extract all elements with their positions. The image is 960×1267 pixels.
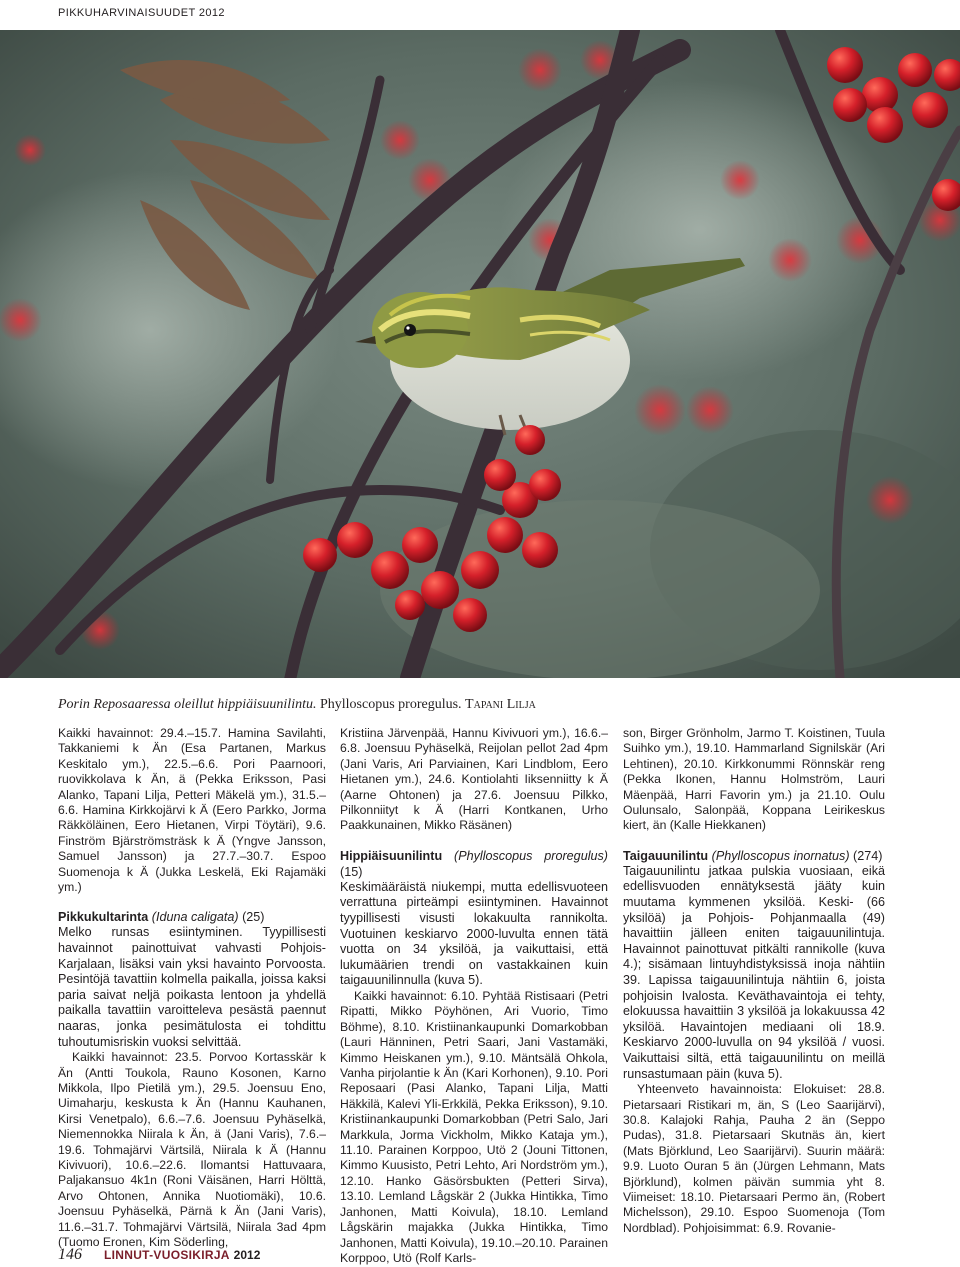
- species-heading: [340, 848, 608, 880]
- species-name: Taigauunilintu: [623, 848, 709, 863]
- page-number: 146: [58, 1246, 82, 1263]
- observations-paragraph: Kaikki havainnot: 6.10. Pyhtää Ristisaari (Petri Ripatti, Mikko Pöyhönen, Ari Vuorio, Timo Böhme), 8.10. Kristiinankaupunki Domarkobban (Lauri Hänninen, Petri Saari, Jani Vastamäki, Kimmo Heiskanen ym.), 9.10. Mäntsälä Ohkola, Vanha pirjolantie k Än (Kari Korhonen), 9.10. Pori Reposaari (Pasi Alanko, Tapani Lilja, Matti Häkkilä, Kalevi Yli-Erkkilä, Pekka Eriksson), 9.10. Kristiinankaupunki Domarkobban (Petri Salo, Jari Markkula, Jorma Vickholm, Mikko Kataja ym.), 11.10. Parainen Korppoo, Utö 2 (Jouni Tittonen, Kimmo Kuusisto, Petri Lehto, Ari Nordström ym.), 12.10. Hanko Gäsörsbukten (Petteri Sirva), 13.10. Lemland Lågskär 2 (Jukka Hintikka, Timo Janhonen, Matti Koivula), 18.10. Lemland Lågskärin majakka (Jukka Hintikka, Timo Janhonen, Matti Koivula), 19.10.–20.10. Parainen Korppoo, Utö (Rolf Karls-: [340, 989, 608, 1265]
- species-scientific-name: (Phylloscopus inornatus): [711, 848, 850, 863]
- text-column-3: [623, 726, 885, 1236]
- species-count: (274): [853, 848, 883, 863]
- page-footer: [58, 1246, 260, 1264]
- species-summary: Taigauunilintu jatkaa pulskia vuosiaan, eikä edellisvuoden ennätyksestä jääty kuin muutama kymmenen yksilöä. Keski- (66 yksilöä) ja Pohjois- Pohjanmaalla (49) havaittiin jälleen eniten taigauunilintuja. Havainnot painottuvat pitkälti rannikolle (kuva 4.); sisämaan lintuyhdistyksissä inoja nähtiin 39. Lapissa taigauunilintuja nähtiin 6, joista pohjoisin Ivalosta. Keväthavaintoja ei tehty, elokuussa havaittiin 3 yksilöä ja lokakuussa 42 yksilöä. Havaintojen mediaani oli 18.9. Keskiarvo 2000-luvulla on 94 yksilöä / vuosi. Vaikuttaisi siltä, että taigauunilintu on meillä runsastumaan päin (kuva 5).: [623, 863, 885, 1081]
- species-summary: Keskimääräistä niukempi, mutta edellisvuoteen verrattuna pirteämpi esiintyminen. Havainnot tyypillisesti visusti lokakuulta rannikolta. Vuotuinen keskiarvo 2000-luvulta ennen tätä vuotta on 34 yksilöä, ja vaikuttaisi, että lukumäärien trendi on vastakkainen kuin taigauunilinnulla (kuva 5).: [340, 879, 608, 988]
- photo-caption: [58, 697, 918, 713]
- observations-paragraph: Yhteenveto havainnoista: Elokuiset: 28.8. Pietarsaari Ristikari m, än, S (Leo Saarijärvi), 30.8. Kalajoki Rahja, Pauha 2 än (Seppo Pudas), 31.8. Pietarsaari Skutnäs än, kiert (Mats Björklund, Leo Saarijärvi). Suurin määrä: 9.9. Luoto Ouran 5 än (Jürgen Lehmann, Mats Björklund), kolmen päivän summia yht 8. Viimeiset: 18.10. Pietarsaari Permo än, (Robert Michelsson), 29.10. Espoo Suomenoja (Tom Nordblad). Pohjoisimmat: 6.9. Rovanie-: [623, 1082, 885, 1235]
- species-heading: [58, 909, 326, 925]
- species-name: Pikkukultarinta: [58, 910, 149, 925]
- observations-paragraph: Kaikki havainnot: 29.4.–15.7. Hamina Savilahti, Takkaniemi k Än (Esa Partanen, Markus Keskitalo ym.), 22.5.–6.6. Pori Paarnoori, ruovikkolava k Än, ä (Pekka Eriksson, Pasi Alanko, Tapani Lilja, Petteri Mäkelä ym.), 31.5.–6.6. Hamina Kirkkojärvi k Ä (Eero Parkko, Jorma Räkköläinen, Eero Hietanen, Virpi Töytäri), 9.6. Finström Bjärströmsträsk k Ä (Yngve Jansson, Samuel Jansson) ja 27.7.–30.7. Espoo Suomenoja k Ä (Jukka Leskelä, Eki Rajamäki ym.): [58, 726, 326, 895]
- text-column-2: [340, 726, 608, 1266]
- species-heading: [623, 848, 885, 864]
- publication-year: 2012: [233, 1248, 261, 1262]
- publication-name: LINNUT-VUOSIKIRJA: [104, 1248, 230, 1262]
- observations-paragraph: son, Birger Grönholm, Jarmo T. Koistinen, Tuula Suihko ym.), 19.10. Hammarland Signilskär (Ari Lehtinen), 20.10. Kirkkonummi Rönnskär reng (Pekka Ikonen, Hannu Holmström, Lauri Mäenpää, Harri Favorin ym.) ja 21.10. Oulu Oulunsalo, Salonpää, Koppana Leirikeskus kiert, än (Kalle Hiekkanen): [623, 726, 885, 833]
- species-scientific-name: (Phylloscopus proregulus): [454, 848, 608, 863]
- species-scientific-name: (Iduna caligata): [151, 910, 239, 925]
- running-header: PIKKUHARVINAISUUDET 2012: [58, 7, 225, 19]
- caption-credit: Tapani Lilja: [465, 697, 536, 712]
- observations-paragraph: Kaikki havainnot: 23.5. Porvoo Kortasskär k Än (Antti Toukola, Rauno Kosonen, Karno Mikkola, Ilpo Pietilä ym.), 29.5. Joensuu Eno, Uimaharju, keskusta k Än (Hannu Kauhanen, Kirsi Venetpalo), 6.6.–7.6. Joensuu Pyhäselkä, Niemennokka Niirala k Än, ä (Jani Varis), 7.6.–19.6. Tohmajärvi Värtsilä, Niirala k Ä (Hannu Kivivuori), 10.6.–22.6. Ilomantsi Hattuvaara, Paljakansuo 4k1n (Roni Väisänen, Harri Hölttä, Arvo Ohtonen, Annika Nuotiomäki), 10.6. Joensuu Pyhäselkä, Pärnä k Än (Jani Varis), 11.6.–31.7. Tohmajärvi Värtsilä, Niirala 3ad 4pm (Tuomo Eronen, Kim Söderling,: [58, 1050, 326, 1250]
- species-name: Hippiäisuunilintu: [340, 848, 443, 863]
- observations-paragraph: Kristiina Järvenpää, Hannu Kivivuori ym.), 16.6.–6.8. Joensuu Pyhäselkä, Reijolan pellot 2ad 4pm (Jani Varis, Ari Parviainen, Kari Lindblom, Eero Hietanen ym.), 24.6. Kontiolahti Iiksenniitty k Ä (Aarne Ohtonen) ja 27.6. Joensuu Pilkko, Pilkonniityt k Ä (Harri Kontkanen, Urho Paakkunainen, Mikko Räsänen): [340, 726, 608, 833]
- text-column-1: [58, 726, 326, 1251]
- species-summary: Melko runsas esiintyminen. Tyypillisesti havainnot painottuivat vahvasti Pohjois-Karjalaan, lisäksi vain yksi havainto Porvoosta. Pesintöjä tavattiin kolmella paikalla, joissa kaksi paria saivat neljä poikasta lentoon ja yhdellä paikalla tavattiin varoitteleva pesästä paennut naaras, jonka pesimätulosta ei tohdittu tuhoutumisriskin vuoksi selvittää.: [58, 925, 326, 1049]
- species-count: (25): [242, 910, 265, 925]
- caption-species: Phylloscopus proregulus.: [319, 697, 462, 712]
- species-count: (15): [340, 864, 363, 879]
- bird-photo: [0, 30, 960, 678]
- caption-text: Porin Reposaaressa oleillut hippiäisuunilintu.: [58, 697, 317, 712]
